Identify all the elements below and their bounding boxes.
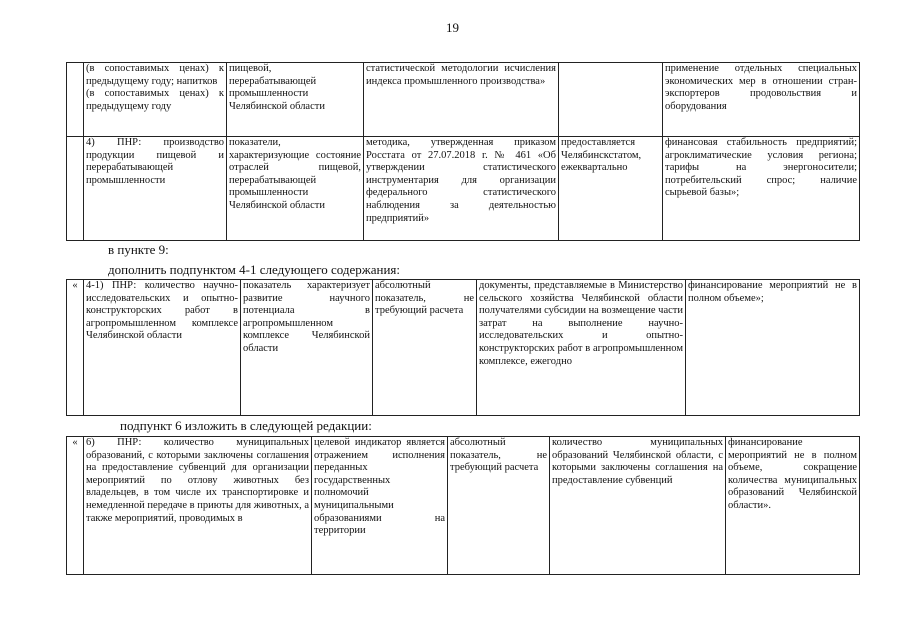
table-cell: абсолютный показатель, не требующий расчета [448,437,550,575]
table-cell: методика, утвержденная приказом Росстата от 27.07.2018 г. № 461 «Об утверждении статистического инструментария для организации федерального статистического наблюдения за деятельностью предприятий» [364,137,559,241]
amendment-instruction: подпункт 6 изложить в следующей редакции: [120,418,372,433]
table-cell: пищевой, перерабатывающей промышленности Челябинской области [227,63,364,137]
amendment-instruction: дополнить подпунктом 4-1 следующего содержания: [108,262,400,277]
table-cell [67,137,84,241]
amendment-instruction: в пункте 9: [108,242,169,257]
indicator-table-continuation [66,62,860,241]
table-cell: 4) ПНР: производство продукции пищевой и перерабатывающей промышленности [84,137,227,241]
table-cell [559,63,663,137]
table-cell: количество муниципальных образований Челябинской области, с которыми заключены соглашения на предоставление субвенций [550,437,726,575]
indicator-table-subitem-6 [66,436,860,575]
table-row [67,437,860,575]
table-cell: абсолютный показатель, не требующий расчета [373,280,477,416]
table-cell: документы, представляемые в Министерство сельского хозяйства Челябинской области получателями субсидии на возмещение части затрат на выполнение научно-исследовательских и опытно-конструкторских работ в агропромышленном комплексе, ежегодно [477,280,686,416]
table-row [67,280,860,416]
table-row [67,63,860,137]
table-cell: финансовая стабильность предприятий; агроклиматические условия региона; тарифы на энергоносители; потребительский спрос; наличие сырьевой базы»; [663,137,860,241]
table-cell: статистической методологии исчисления индекса промышленного производства» [364,63,559,137]
table-cell: (в сопоставимых ценах) к предыдущему году; напитков (в сопоставимых ценах) к предыдущему году [84,63,227,137]
table-cell: 4-1) ПНР: количество научно-исследовательских и опытно-конструкторских работ в агропромышленном комплексе Челябинской области [84,280,241,416]
table-cell [67,63,84,137]
table-cell: предоставляется Челябинскстатом, ежеквартально [559,137,663,241]
table-cell: показатели, характеризующие состояние отраслей пищевой, перерабатывающей промышленности Челябинской области [227,137,364,241]
table-cell: показатель характеризует развитие научного потенциала в агропромышленном комплексе Челябинской области [241,280,373,416]
table-cell: целевой индикатор является отражением исполнения переданных государственных полномочий муниципальными образованиями на территории [312,437,448,575]
table-cell: финансирование мероприятий не в полном объеме, сокращение количества муниципальных образований Челябинской области». [726,437,860,575]
opening-quote: « [67,437,84,575]
opening-quote: « [67,280,84,416]
table-row [67,137,860,241]
indicator-table-subitem-4-1 [66,279,860,416]
table-cell: финансирование мероприятий не в полном объеме»; [686,280,860,416]
table-cell: применение отдельных специальных экономических мер в отношении стран-экспортеров продовольствия и оборудования [663,63,860,137]
table-cell: 6) ПНР: количество муниципальных образований, с которыми заключены соглашения на предоставление субвенций для организации мероприятий по отлову животных без владельцев, в том числе их транспортировке и немедленной передаче в приюты для животных, а также мероприятий, проводимых в [84,437,312,575]
page-number: 19 [446,20,459,35]
